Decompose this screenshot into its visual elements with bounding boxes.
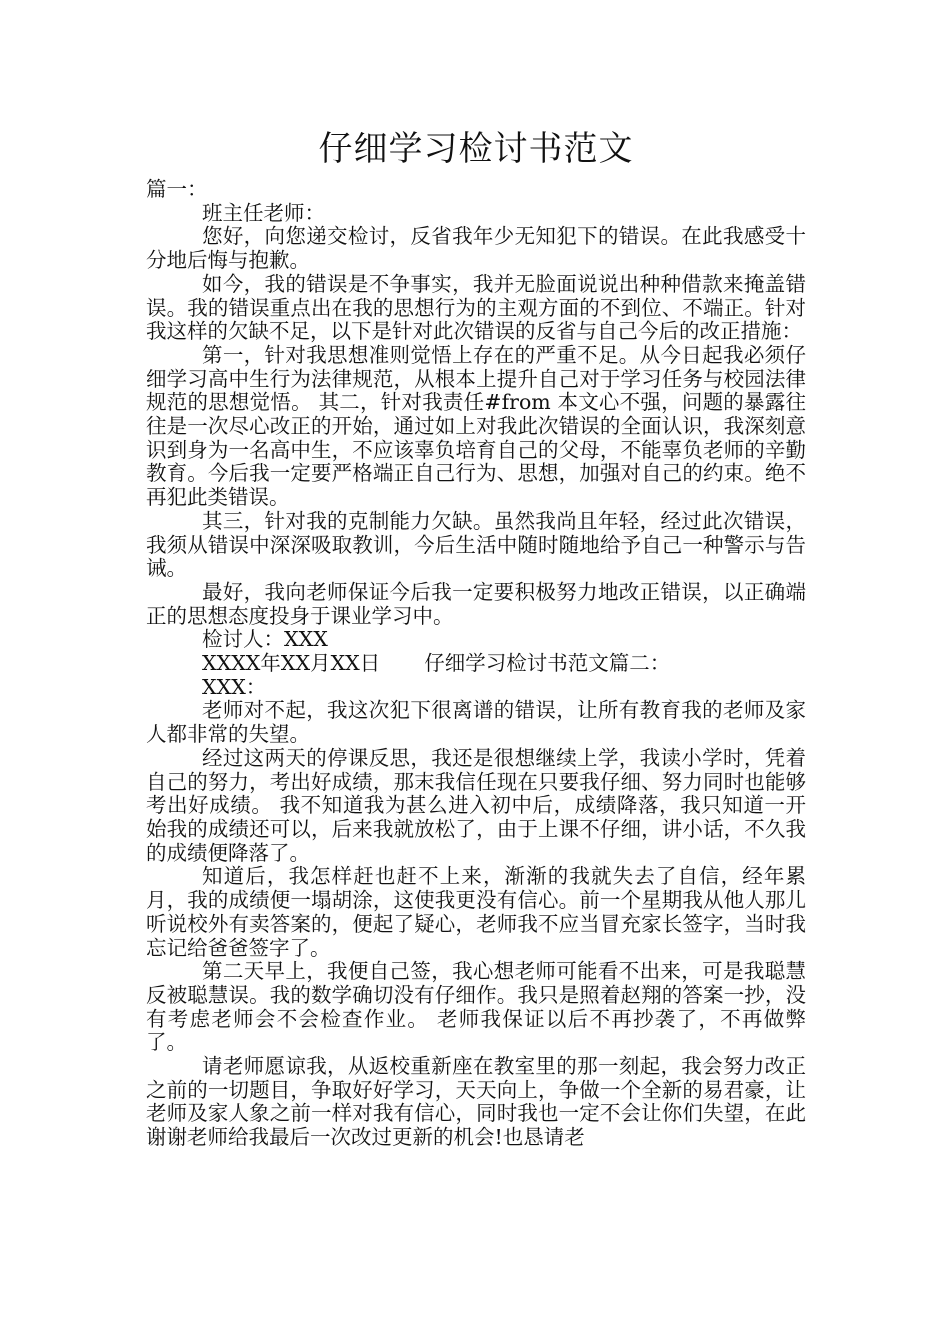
- salutation: XXX：: [202, 674, 267, 699]
- paragraph: 经过这两天的停课反思，我还是很想继续上学，我读小学时，凭着自己的努力，考出好成绩，那末我信任现在只要我仔细、努力同时也能够考出好成绩。 我不知道我为甚么进入初中后，成绩降落，我只知道一开始我的成绩还可以，后来我就放松了，由于上课不仔细，讲小话，不久我的成绩便降落了。: [146, 745, 806, 865]
- paragraph: 其三，针对我的克制能力欠缺。虽然我尚且年轻，经过此次错误，我须从错误中深深吸取教训，今后生活中随时随地给予自己一种警示与告诫。: [146, 508, 806, 581]
- date-and-heading-line: [146, 652, 806, 676]
- document-body: [146, 178, 806, 1150]
- paragraph: 请老师愿谅我，从返校重新座在教室里的那一刻起，我会努力改正之前的一切题目，争取好好学习，天天向上，争做一个全新的易君豪，让老师及家人象之前一样对我有信心，同时我也一定不会让你们失望，在此谢谢老师给我最后一次改过更新的机会!也恳请老: [146, 1054, 806, 1150]
- paragraph: 第二天早上，我便自己签，我心想老师可能看不出来，可是我聪慧反被聪慧误。我的数学确切没有仔细作。我只是照着赵翔的答案一抄，没有考虑老师会不会检查作业。 老师我保证以后不再抄袭了，不再做弊了。: [146, 959, 806, 1055]
- paragraph: 第一，针对我思想准则觉悟上存在的严重不足。从今日起我必须仔细学习高中生行为法律规范，从根本上提升自己对于学习任务与校园法律规范的思想觉悟。 其二，针对我责任#from 本文心不强，问题的暴露往往是一次尽心改正的开始，通过如上对我此次错误的全面认识，我深刻意识到身为一名高中生，不应该辜负培育自己的父母，不能辜负老师的辛勤教育。今后我一定要严格端正自己行为、思想，加强对自己的约束。绝不再犯此类错误。: [146, 342, 806, 510]
- section-heading: 仔细学习检讨书范文篇二：: [424, 651, 671, 676]
- paragraph: 最好，我向老师保证今后我一定要积极努力地改正错误，以正确端正的思想态度投身于课业学习中。: [146, 579, 806, 628]
- date-text: XXXX年XX月XX日: [202, 651, 381, 676]
- signature-line: 检讨人：XXX: [202, 627, 328, 652]
- paragraph: 知道后，我怎样赶也赶不上来，渐渐的我就失去了自信，经年累月，我的成绩便一塌胡涂，这使我更没有信心。前一个星期我从他人那儿听说校外有卖答案的，便起了疑心，老师我不应当冒充家长签字，当时我忘记给爸爸签字了。: [146, 864, 806, 960]
- paragraph: 您好，向您递交检讨，反省我年少无知犯下的错误。在此我感受十分地后悔与抱歉。: [146, 224, 806, 273]
- section-label: 篇一：: [146, 177, 208, 201]
- document-title: 仔细学习检讨书范文: [318, 129, 634, 169]
- paragraph: 老师对不起，我这次犯下很离谱的错误，让所有教育我的老师及家人都非常的失望。: [146, 698, 806, 747]
- salutation: 班主任老师：: [202, 200, 325, 225]
- paragraph: 如今，我的错误是不争事实，我并无脸面说说出种种借款来掩盖错误。我的错误重点出在我的思想行为的主观方面的不到位、不端正。针对我这样的欠缺不足，以下是针对此次错误的反省与自己今后的改正措施：: [146, 271, 806, 344]
